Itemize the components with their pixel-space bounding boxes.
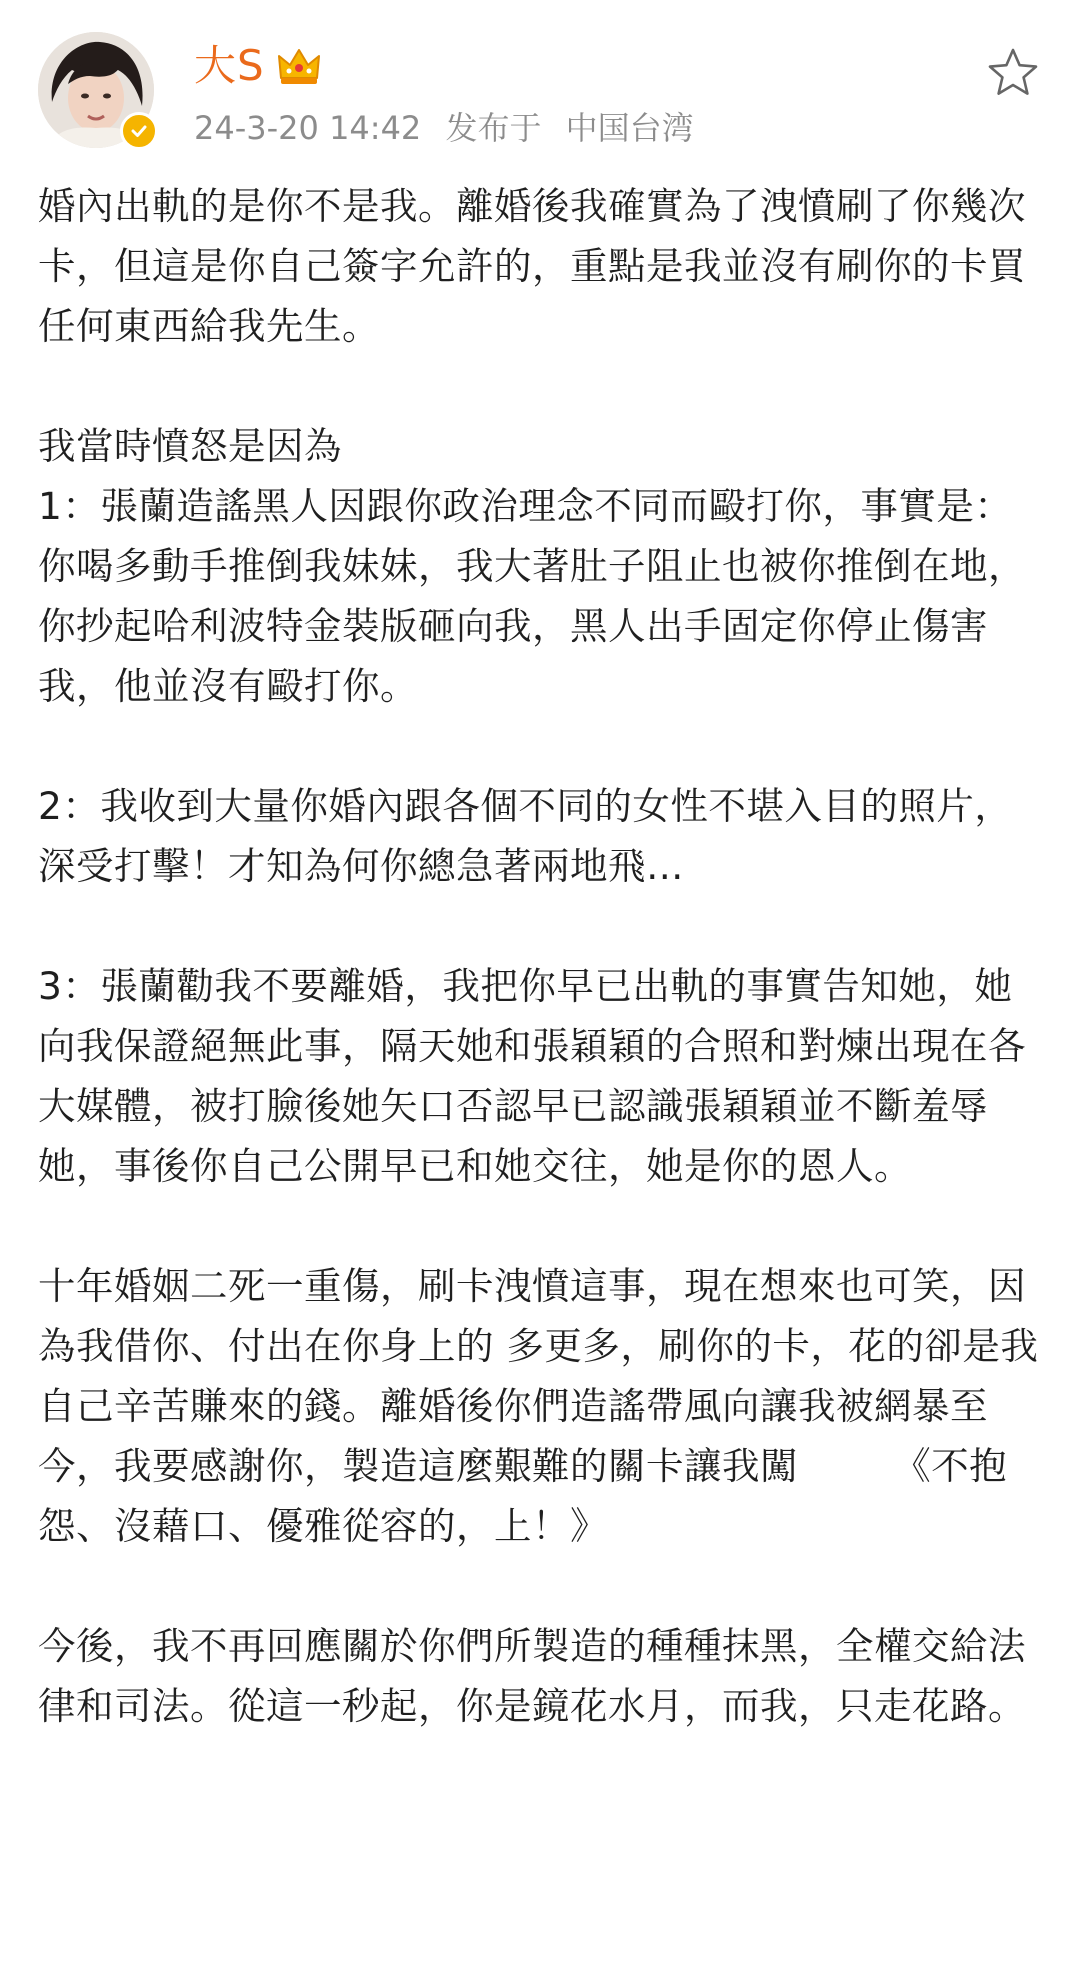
star-outline-icon [984, 44, 1042, 102]
crown-icon [275, 44, 323, 88]
verified-check-icon [120, 112, 158, 150]
post-body [38, 176, 1048, 1736]
published-prefix: 发布于 [445, 109, 542, 147]
avatar[interactable] [38, 32, 154, 148]
favorite-button[interactable] [984, 44, 1042, 102]
user-name[interactable]: 大S [194, 41, 265, 90]
post-paragraph-6: 今後，我不再回應關於你們所製造的種種抹黑，全權交給法律和司法。從這一秒起，你是鏡花水月，而我，只走花路。 [38, 1624, 1026, 1728]
post-meta [194, 106, 708, 150]
post-location: 中国台湾 [565, 109, 694, 147]
post-header [38, 28, 1042, 158]
post-paragraph-5: 十年婚姻二死一重傷，刷卡洩憤這事，現在想來也可笑，因為我借你、付出在你身上的 多更多，刷你的卡，花的卻是我自己辛苦賺來的錢。離婚後你們造謠帶風向讓我被網暴至今，我要感謝你，製造這麼艱難的關卡讓我闖 《不抱怨、沒藉口、優雅從容的，上！》 [38, 1264, 1039, 1548]
post-paragraph-4: 3：張蘭勸我不要離婚，我把你早已出軌的事實告知她，她向我保證絕無此事，隔天她和張穎穎的合照和對煉出現在各大媒體，被打臉後她矢口否認早已認識張穎穎並不斷羞辱她，事後你自己公開早已和她交往，她是你的恩人。 [38, 964, 1026, 1188]
post-paragraph-2: 我當時憤怒是因為 1：張蘭造謠黑人因跟你政治理念不同而毆打你，事實是：你喝多動手推倒我妹妹，我大著肚子阻止也被你推倒在地，你抄起哈利波特金裝版砸向我，黑人出手固定你停止傷害我，他並沒有毆打你。 [38, 424, 1026, 708]
post-paragraph-1: 婚內出軌的是你不是我。離婚後我確實為了洩憤刷了你幾次卡，但這是你自己簽字允許的，重點是我並沒有刷你的卡買任何東西給我先生。 [38, 184, 1026, 348]
post-timestamp: 24-3-20 14:42 [194, 109, 422, 147]
user-name-row [194, 38, 323, 94]
post-paragraph-3: 2：我收到大量你婚內跟各個不同的女性不堪入目的照片，深受打擊！才知為何你總急著兩地飛… [38, 784, 1013, 888]
